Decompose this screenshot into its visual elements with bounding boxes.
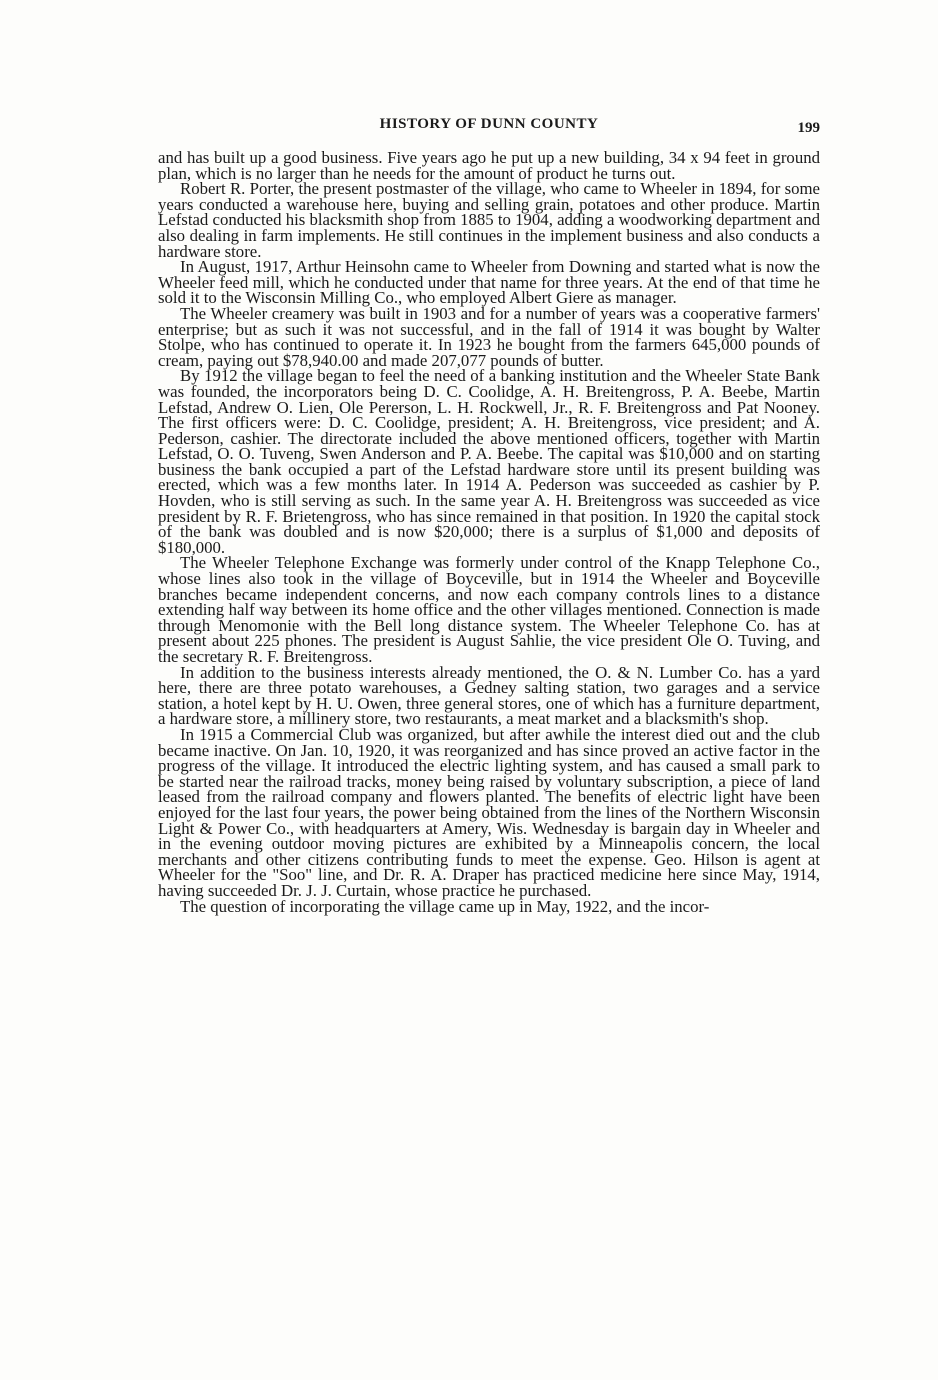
paragraph-commercial-club: In 1915 a Commercial Club was organized, but after awhile the interest died out and the club became inactive. On Jan. 10, 1920, it was reorganized and has since proved an active factor in the progress of the village. It introduced the electric lighting system, and has caused a small park to be started near the railroad tracks, money being raised by voluntary subscription, a piece of land leased from the railroad company and flowers planted. The benefits of electric light have been enjoyed for the last four years, the power being obtained from the lines of the Northern Wisconsin Light & Power Co., with headquarters at Amery, Wis. Wednesday is bargain day in Wheeler and in the evening outdoor moving pictures are exhibited by a Minneapolis concern, the local merchants and other citizens contributing funds to meet the expense. Geo. Hilson is agent at Wheeler for the "Soo" line, and Dr. R. A. Draper has practiced medicine here since May, 1914, having succeeded Dr. J. J. Curtain, whose practice he purchased.: [158, 724, 820, 900]
paragraph-porter: Robert R. Porter, the present postmaster of the village, who came to Wheeler in 1894, for some years conducted a warehouse here, buying and selling grain, potatoes and other produce. Martin Lefstad conducted his blacksmith shop from 1885 to 1904, adding a woodworking department and also dealing in farm implements. He still continues in the implement business and also conducts a hardware store.: [158, 179, 820, 261]
running-head: [158, 116, 820, 140]
body-text: [158, 150, 820, 914]
running-head-title: HISTORY OF DUNN COUNTY: [379, 116, 599, 132]
page-number: 199: [797, 120, 820, 136]
paragraph-feed-mill: In August, 1917, Arthur Heinsohn came to Wheeler from Downing and started what is now the Wheeler feed mill, which he conducted under that name for three years. At the end of that time he sold it to the Wisconsin Milling Co., who employed Albert Giere as manager.: [158, 257, 820, 308]
paragraph-incorporation: The question of incorporating the village came up in May, 1922, and the incor-: [180, 896, 710, 916]
paragraph-continued: and has built up a good business. Five years ago he put up a new building, 34 x 94 feet in ground plan, which is no larger than he needs for the amount of product he turns out.: [158, 148, 820, 183]
paragraph-bank: By 1912 the village began to feel the need of a banking institution and the Wheeler State Bank was founded, the incorporators being D. C. Coolidge, A. H. Breitengross, P. A. Beebe, Martin Lefstad, Andrew O. Lien, Ole Pererson, L. H. Rockwell, Jr., R. F. Breitengross and Pat Nooney. The first officers were: D. C. Coolidge, president; A. H. Breitengross, vice president; and A. Pederson, cashier. The directorate included the above mentioned officers, together with Martin Lefstad, O. O. Tuveng, Swen Anderson and P. A. Beebe. The capital was $10,000 and on starting business the bank occupied a part of the Lefstad hardware store until its present building was erected, which was a few months later. In 1914 A. Pederson was succeeded as cashier by P. Hovden, who is still serving as such. In the same year A. H. Breitengross was succeeded as vice president by R. F. Brietengross, who has since remained in that position. In 1920 the capital stock of the bank was doubled and is now $20,000; there is a surplus of $1,000 and deposits of $180,000.: [158, 366, 820, 557]
paragraph-telephone: The Wheeler Telephone Exchange was formerly under control of the Knapp Telephone Co., whose lines also took in the village of Boyceville, but in 1914 the Wheeler and Boyceville branches became independent concerns, and now each company controls lines to a distance extending half way between its home office and the other villages mentioned. Connection is made through Menomonie with the Bell long distance system. The Wheeler Telephone Co. has at present about 225 phones. The president is August Sahlie, the vice president Ole O. Tuving, and the secretary R. F. Breitengross.: [158, 553, 820, 666]
paragraph-creamery: The Wheeler creamery was built in 1903 and for a number of years was a cooperative farmers' enterprise; but as such it was not successful, and in the fall of 1914 it was bought by Walter Stolpe, who has continued to operate it. In 1923 he bought from the farmers 645,000 pounds of cream, paying out $78,940.00 and made 207,077 pounds of butter.: [158, 303, 820, 370]
paragraph-business: In addition to the business interests already mentioned, the O. & N. Lumber Co. has a yard here, there are three potato warehouses, a Gedney salting station, two garages and a service station, a hotel kept by H. U. Owen, three general stores, one of which has a furniture department, a hardware store, a millinery store, two restaurants, a meat market and a blacksmith's shop.: [158, 662, 820, 729]
